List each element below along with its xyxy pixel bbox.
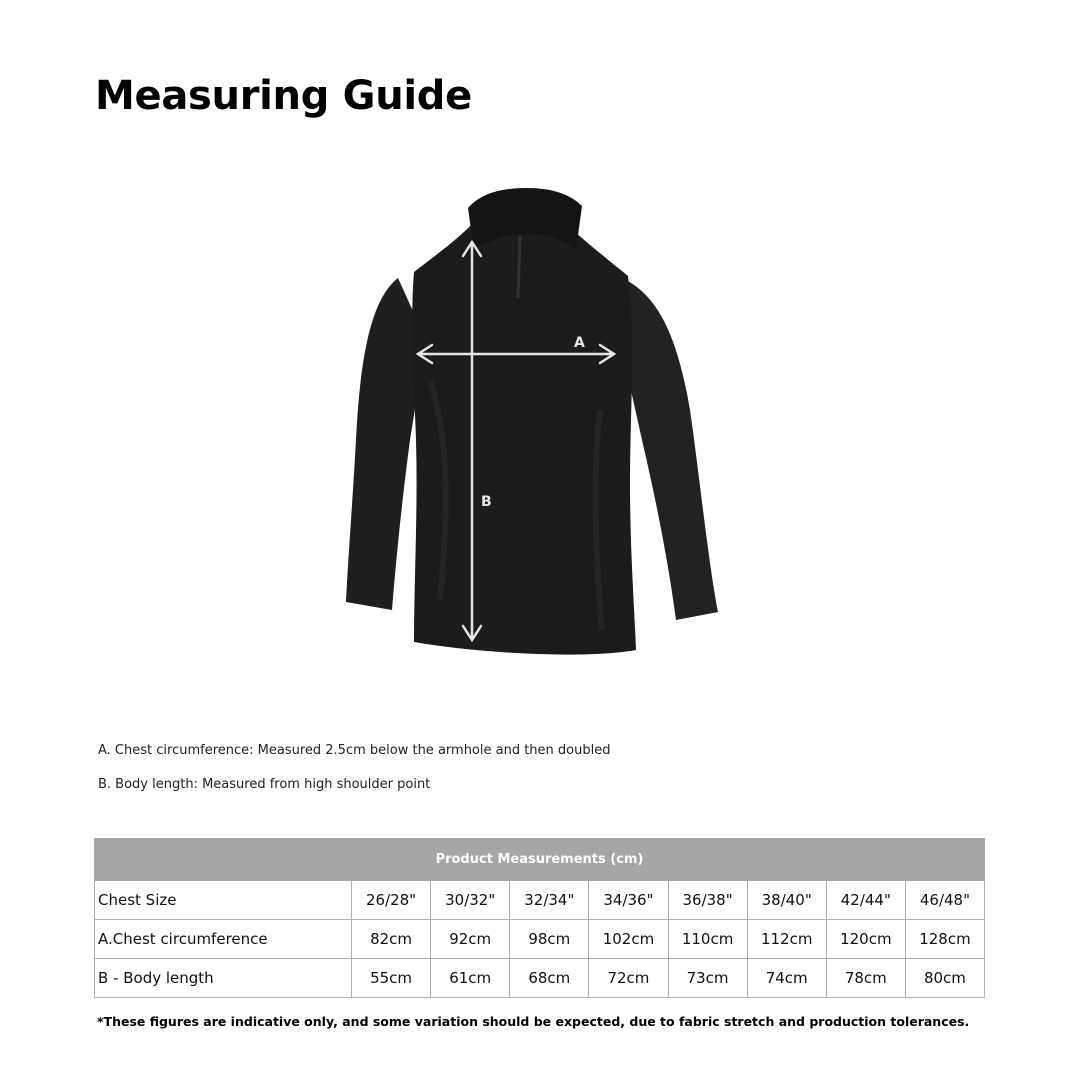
table-row xyxy=(95,920,985,959)
table-cell: 61cm xyxy=(431,959,510,998)
table-cell: 38/40" xyxy=(747,881,826,920)
table-cell: 112cm xyxy=(747,920,826,959)
table-cell: 102cm xyxy=(589,920,668,959)
table-cell: 120cm xyxy=(826,920,905,959)
table-cell: 128cm xyxy=(905,920,984,959)
row-label: A.Chest circumference xyxy=(95,920,352,959)
table-cell: 82cm xyxy=(352,920,431,959)
table-cell: 72cm xyxy=(589,959,668,998)
measurements-table xyxy=(94,838,985,998)
table-row xyxy=(95,881,985,920)
table-cell: 110cm xyxy=(668,920,747,959)
table-cell: 74cm xyxy=(747,959,826,998)
table-cell: 46/48" xyxy=(905,881,984,920)
row-label: B - Body length xyxy=(95,959,352,998)
table-cell: 26/28" xyxy=(352,881,431,920)
table-header: Product Measurements (cm) xyxy=(95,839,985,881)
zipper xyxy=(518,236,520,298)
table-cell: 92cm xyxy=(431,920,510,959)
note-body-length: B. Body length: Measured from high shoulder point xyxy=(98,777,431,792)
row-label: Chest Size xyxy=(95,881,352,920)
table-cell: 73cm xyxy=(668,959,747,998)
table-cell: 55cm xyxy=(352,959,431,998)
table-cell: 36/38" xyxy=(668,881,747,920)
footnote: *These figures are indicative only, and some variation should be expected, due to fabric stretch and production tolerances. xyxy=(97,1014,970,1029)
table-cell: 80cm xyxy=(905,959,984,998)
table-row xyxy=(95,959,985,998)
table-cell: 32/34" xyxy=(510,881,589,920)
marker-a: A xyxy=(574,335,585,351)
table-cell: 42/44" xyxy=(826,881,905,920)
table-cell: 78cm xyxy=(826,959,905,998)
note-chest-circumference: A. Chest circumference: Measured 2.5cm below the armhole and then doubled xyxy=(98,743,611,758)
jacket-illustration xyxy=(330,180,730,680)
page-title: Measuring Guide xyxy=(95,73,472,119)
marker-b: B xyxy=(481,494,492,510)
jacket-body xyxy=(412,216,636,655)
table-cell: 34/36" xyxy=(589,881,668,920)
table-cell: 68cm xyxy=(510,959,589,998)
right-sleeve xyxy=(622,280,718,620)
table-cell: 30/32" xyxy=(431,881,510,920)
table-cell: 98cm xyxy=(510,920,589,959)
